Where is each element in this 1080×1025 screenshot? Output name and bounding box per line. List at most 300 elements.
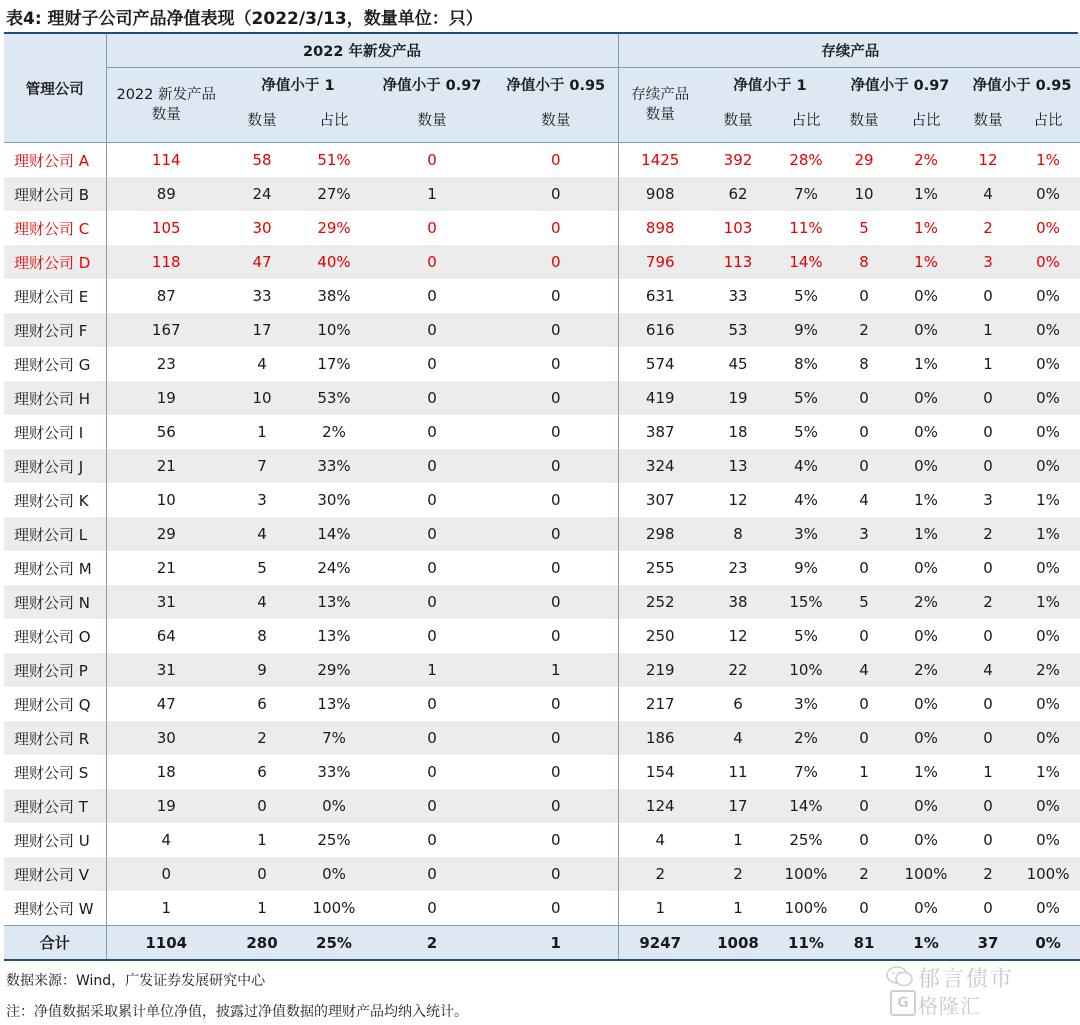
table-cell: 0% <box>890 789 962 823</box>
table-row <box>4 449 1080 483</box>
table-cell: 186 <box>618 721 702 755</box>
table-cell: 0 <box>859 831 869 849</box>
table-cell: 0 <box>962 449 1014 483</box>
table-row <box>4 823 1080 857</box>
table-row <box>4 177 1080 211</box>
table-cell: 1 <box>106 891 226 926</box>
table-cell: 2 <box>962 517 1014 551</box>
table-cell: 3 <box>838 517 890 551</box>
table-cell: 23 <box>106 347 226 381</box>
table-row <box>4 755 1080 789</box>
group-new-products: 2022 年新发产品 <box>106 34 618 68</box>
table-cell: 4 <box>962 653 1014 687</box>
table-cell: 0% <box>1036 355 1060 373</box>
total-cell: 1008 <box>702 926 774 961</box>
total-cell: 37 <box>962 926 1014 961</box>
table-cell: 154 <box>618 755 702 789</box>
table-cell: 0% <box>890 721 962 755</box>
table-cell: 0 <box>859 423 869 441</box>
table-cell: 0 <box>859 627 869 645</box>
table-cell: 0% <box>914 695 938 713</box>
table-cell: 1% <box>914 491 938 509</box>
table-cell: 0 <box>962 789 1014 823</box>
company-name: 理财公司 D <box>4 245 106 279</box>
col-exist-lt097-count: 数量 <box>838 101 890 143</box>
table-cell: 0 <box>550 151 561 169</box>
nav-performance-table <box>4 34 1080 961</box>
table-cell: 25% <box>789 831 823 849</box>
table-cell: 2 <box>962 585 1014 619</box>
table-cell: 1% <box>914 355 938 373</box>
table-cell: 2 <box>983 219 993 237</box>
table-cell: 13% <box>317 627 351 645</box>
table-cell: 7% <box>298 721 370 755</box>
table-cell: 33% <box>298 449 370 483</box>
table-row <box>4 857 1080 891</box>
table-row <box>4 721 1080 755</box>
table-cell: 1% <box>1036 151 1060 169</box>
table-cell: 0 <box>550 627 561 645</box>
table-cell: 12 <box>978 151 998 169</box>
total-cell: 2 <box>370 926 494 961</box>
table-cell: 419 <box>618 381 702 415</box>
table-cell: 0% <box>1014 245 1080 279</box>
table-cell: 0 <box>427 559 437 577</box>
table-cell: 0 <box>983 899 993 917</box>
table-cell: 2% <box>890 653 962 687</box>
existing-nav-lt-097: 净值小于 0.97 <box>838 68 962 102</box>
table-cell: 4 <box>618 823 702 857</box>
table-row <box>4 415 1080 449</box>
table-cell: 9 <box>226 653 298 687</box>
table-cell: 0 <box>427 491 437 509</box>
table-cell: 19 <box>106 381 226 415</box>
table-cell: 0 <box>494 585 618 619</box>
table-row <box>4 585 1080 619</box>
table-row <box>4 381 1080 415</box>
table-cell: 19 <box>702 381 774 415</box>
table-cell: 5% <box>794 287 818 305</box>
table-cell: 22 <box>702 653 774 687</box>
table-cell: 1 <box>257 899 267 917</box>
table-cell: 217 <box>618 687 702 721</box>
table-cell: 1 <box>618 891 702 926</box>
table-row <box>4 789 1080 823</box>
company-name: 理财公司 I <box>14 423 84 442</box>
table-cell: 0 <box>370 449 494 483</box>
table-cell: 250 <box>618 619 702 653</box>
table-cell: 2 <box>838 313 890 347</box>
table-cell: 3 <box>962 245 1014 279</box>
table-cell: 53 <box>702 313 774 347</box>
table-cell: 0% <box>1014 177 1080 211</box>
table-cell: 45 <box>728 355 748 373</box>
table-cell: 13 <box>702 449 774 483</box>
table-header <box>4 34 1080 143</box>
table-cell: 616 <box>618 313 702 347</box>
table-cell: 0% <box>914 831 938 849</box>
table-cell: 0 <box>494 789 618 823</box>
table-row <box>4 551 1080 585</box>
table-cell: 17 <box>226 313 298 347</box>
table-cell: 0 <box>106 857 226 891</box>
table-cell: 10 <box>106 483 226 517</box>
table-cell: 33 <box>252 287 272 305</box>
table-cell: 87 <box>106 279 226 313</box>
table-row <box>4 313 1080 347</box>
col-exist-lt1-ratio: 占比 <box>774 101 838 143</box>
table-cell: 0% <box>1036 559 1060 577</box>
table-cell: 103 <box>723 219 753 237</box>
table-cell: 0 <box>983 627 993 645</box>
table-cell: 30 <box>106 721 226 755</box>
table-title: 表4: 理财子公司产品净值表现（2022/3/13，数量单位：只） <box>6 9 483 29</box>
table-cell: 23 <box>728 559 748 577</box>
table-cell: 5 <box>838 585 890 619</box>
table-cell: 898 <box>618 211 702 245</box>
table-cell: 0 <box>983 831 993 849</box>
table-cell: 10 <box>838 177 890 211</box>
col-new-lt1-ratio: 占比 <box>298 101 370 143</box>
total-cell: 25% <box>298 926 370 961</box>
table-cell: 0% <box>914 287 938 305</box>
total-cell: 1 <box>494 926 618 961</box>
table-cell: 0 <box>859 899 869 917</box>
total-cell: 9247 <box>618 926 702 961</box>
table-cell: 0 <box>427 287 437 305</box>
new-nav-lt-1: 净值小于 1 <box>226 68 370 102</box>
table-cell: 1% <box>1014 517 1080 551</box>
table-cell: 0% <box>1014 721 1080 755</box>
table-cell: 8 <box>859 355 869 373</box>
table-cell: 0% <box>890 313 962 347</box>
table-cell: 58 <box>252 151 272 169</box>
table-cell: 0 <box>550 355 561 373</box>
table-cell: 1% <box>1036 763 1060 781</box>
table-cell: 796 <box>618 245 702 279</box>
table-cell: 0 <box>427 151 437 169</box>
table-cell: 0 <box>370 313 494 347</box>
table-cell: 21 <box>106 551 226 585</box>
table-cell: 0 <box>370 789 494 823</box>
table-cell: 4 <box>106 823 226 857</box>
table-cell: 1 <box>859 763 869 781</box>
table-cell: 1% <box>890 177 962 211</box>
table-cell: 307 <box>618 483 702 517</box>
table-row <box>4 245 1080 279</box>
table-cell: 1425 <box>618 143 702 178</box>
table-cell: 40% <box>298 245 370 279</box>
total-cell: 1% <box>890 926 962 961</box>
table-cell: 0 <box>494 449 618 483</box>
table-cell: 1% <box>914 219 938 237</box>
table-cell: 64 <box>106 619 226 653</box>
table-cell: 29 <box>854 151 874 169</box>
table-cell: 0 <box>838 721 890 755</box>
table-cell: 51% <box>317 151 351 169</box>
col-new-total-line2: 数量 <box>151 107 181 123</box>
table-cell: 0 <box>427 695 437 713</box>
table-cell: 0% <box>914 559 938 577</box>
source-note: 数据来源：Wind，广发证券发展研究中心 <box>6 973 266 989</box>
table-cell: 0 <box>494 245 618 279</box>
table-cell: 0% <box>1014 449 1080 483</box>
table-cell: 4 <box>226 517 298 551</box>
table-body <box>4 143 1080 926</box>
table-cell: 1 <box>733 831 743 849</box>
table-cell: 0 <box>427 899 437 917</box>
table-cell: 100% <box>312 899 356 917</box>
col-existing-total <box>618 68 702 143</box>
table-cell: 29% <box>317 219 351 237</box>
table-cell: 0 <box>226 789 298 823</box>
company-name: 理财公司 V <box>4 857 106 891</box>
table-cell: 0 <box>550 423 561 441</box>
table-cell: 4 <box>702 721 774 755</box>
table-cell: 0 <box>427 627 437 645</box>
table-cell: 11 <box>728 763 748 781</box>
table-cell: 8 <box>838 245 890 279</box>
table-cell: 0 <box>370 585 494 619</box>
table-cell: 7% <box>794 763 818 781</box>
glh-logo-icon: G <box>890 990 916 1016</box>
table-cell: 0% <box>1014 381 1080 415</box>
table-cell: 1 <box>962 313 1014 347</box>
table-row <box>4 517 1080 551</box>
table-cell: 219 <box>618 653 702 687</box>
table-cell: 0% <box>298 789 370 823</box>
table-cell: 252 <box>618 585 702 619</box>
table-cell: 0% <box>1036 627 1060 645</box>
table-cell: 10 <box>226 381 298 415</box>
table-cell: 9% <box>774 313 838 347</box>
table-cell: 8 <box>257 627 267 645</box>
table-cell: 2 <box>226 721 298 755</box>
table-cell: 0 <box>983 695 993 713</box>
company-name: 理财公司 T <box>4 789 106 823</box>
table-cell: 0 <box>427 831 437 849</box>
table-cell: 1 <box>983 763 993 781</box>
table-cell: 2 <box>962 857 1014 891</box>
company-name: 理财公司 R <box>4 721 106 755</box>
table-cell: 9% <box>794 559 818 577</box>
table-cell: 2% <box>890 585 962 619</box>
table-cell: 3% <box>794 695 818 713</box>
table-row <box>4 653 1080 687</box>
table-cell: 0 <box>838 381 890 415</box>
table-cell: 2 <box>838 857 890 891</box>
table-cell: 0 <box>550 899 561 917</box>
table-cell: 0 <box>550 763 561 781</box>
new-nav-lt-095: 净值小于 0.95 <box>494 68 618 102</box>
table-cell: 8% <box>794 355 818 373</box>
table-cell: 15% <box>774 585 838 619</box>
table-cell: 0 <box>550 491 561 509</box>
company-name: 理财公司 B <box>4 177 106 211</box>
table-cell: 0 <box>370 381 494 415</box>
table-cell: 255 <box>618 551 702 585</box>
company-name: 理财公司 C <box>14 219 90 238</box>
table-cell: 0% <box>914 899 938 917</box>
table-cell: 4 <box>859 491 869 509</box>
table-cell: 12 <box>728 491 748 509</box>
table-cell: 0% <box>890 449 962 483</box>
company-name: 理财公司 K <box>14 491 89 510</box>
table-cell: 1 <box>733 899 743 917</box>
table-cell: 3 <box>983 491 993 509</box>
table-cell: 2% <box>774 721 838 755</box>
company-name: 理财公司 H <box>4 381 106 415</box>
table-cell: 1 <box>257 423 267 441</box>
company-name: 理财公司 J <box>4 449 106 483</box>
col-exist-lt1-count: 数量 <box>702 101 774 143</box>
company-name: 理财公司 P <box>4 653 106 687</box>
table-cell: 0% <box>1036 219 1060 237</box>
table-cell: 1% <box>1036 491 1060 509</box>
table-cell: 0% <box>914 423 938 441</box>
table-cell: 5 <box>859 219 869 237</box>
table-cell: 29% <box>298 653 370 687</box>
table-cell: 7 <box>226 449 298 483</box>
table-cell: 118 <box>106 245 226 279</box>
table-cell: 0 <box>370 721 494 755</box>
table-cell: 4 <box>838 653 890 687</box>
table-cell: 2 <box>702 857 774 891</box>
col-new-lt095-count: 数量 <box>494 101 618 143</box>
table-cell: 7% <box>774 177 838 211</box>
col-company: 管理公司 <box>4 34 106 143</box>
total-cell: 0% <box>1014 926 1080 961</box>
table-cell: 0% <box>914 627 938 645</box>
table-cell: 31 <box>106 653 226 687</box>
table-cell: 100% <box>890 857 962 891</box>
table-cell: 0% <box>1036 695 1060 713</box>
table-cell: 2% <box>322 423 346 441</box>
table-cell: 53% <box>298 381 370 415</box>
col-new-total <box>106 68 226 143</box>
table-cell: 24% <box>317 559 351 577</box>
table-cell: 5% <box>774 381 838 415</box>
table-cell: 30 <box>252 219 272 237</box>
col-new-lt1-count: 数量 <box>226 101 298 143</box>
table-cell: 10% <box>298 313 370 347</box>
table-cell: 167 <box>106 313 226 347</box>
table-cell: 38% <box>317 287 351 305</box>
table-cell: 33% <box>317 763 351 781</box>
table-cell: 0 <box>962 381 1014 415</box>
table-cell: 574 <box>618 347 702 381</box>
table-cell: 5% <box>794 627 818 645</box>
company-name: 理财公司 Q <box>14 695 91 714</box>
table-cell: 0 <box>427 423 437 441</box>
table-cell: 0% <box>1036 899 1060 917</box>
table-row <box>4 143 1080 178</box>
watermark-top-text: 郁言债市 <box>918 967 1015 992</box>
table-cell: 89 <box>106 177 226 211</box>
table-cell: 2 <box>618 857 702 891</box>
table-cell: 0 <box>550 695 561 713</box>
table-cell: 21 <box>106 449 226 483</box>
table-cell: 0% <box>298 857 370 891</box>
watermark <box>876 962 1066 1022</box>
table-cell: 0 <box>838 789 890 823</box>
table-cell: 1 <box>370 177 494 211</box>
table-cell: 387 <box>618 415 702 449</box>
table-cell: 0 <box>427 763 437 781</box>
table-cell: 0 <box>494 721 618 755</box>
table-cell: 4% <box>794 491 818 509</box>
company-name: 理财公司 L <box>4 517 106 551</box>
table-cell: 14% <box>298 517 370 551</box>
table-cell: 1% <box>890 245 962 279</box>
table-cell: 114 <box>106 143 226 178</box>
company-name: 理财公司 G <box>14 355 91 374</box>
table-cell: 5% <box>794 423 818 441</box>
table-cell: 38 <box>702 585 774 619</box>
watermark-bottom-text: 格隆汇 <box>918 994 981 1018</box>
total-cell: 1104 <box>106 926 226 961</box>
table-cell: 0 <box>550 219 561 237</box>
table-cell: 0 <box>550 831 561 849</box>
table-cell: 1% <box>1014 585 1080 619</box>
table-row <box>4 619 1080 653</box>
table-cell: 298 <box>618 517 702 551</box>
table-cell: 14% <box>774 789 838 823</box>
table-cell: 0 <box>838 449 890 483</box>
table-row <box>4 211 1080 245</box>
table-cell: 631 <box>618 279 702 313</box>
existing-nav-lt-1: 净值小于 1 <box>702 68 838 102</box>
table-cell: 12 <box>728 627 748 645</box>
company-name: 理财公司 N <box>4 585 106 619</box>
table-cell: 8 <box>702 517 774 551</box>
company-name: 理财公司 U <box>14 831 90 850</box>
col-exist-lt095-count: 数量 <box>962 101 1014 143</box>
table-cell: 1 <box>494 653 618 687</box>
table-cell: 17% <box>317 355 351 373</box>
col-exist-lt097-ratio: 占比 <box>890 101 962 143</box>
table-cell: 0 <box>550 287 561 305</box>
table-cell: 6 <box>257 695 267 713</box>
table-cell: 113 <box>702 245 774 279</box>
table-cell: 0 <box>494 857 618 891</box>
table-cell: 0 <box>983 423 993 441</box>
total-cell: 81 <box>838 926 890 961</box>
table-cell: 0% <box>1036 423 1060 441</box>
table-cell: 4 <box>226 585 298 619</box>
table-cell: 13% <box>298 585 370 619</box>
table-cell: 6 <box>257 763 267 781</box>
total-cell: 11% <box>774 926 838 961</box>
table-cell: 0 <box>550 559 561 577</box>
table-cell: 14% <box>774 245 838 279</box>
table-cell: 0 <box>226 857 298 891</box>
table-cell: 100% <box>774 857 838 891</box>
total-label: 合计 <box>4 926 106 961</box>
table-cell: 13% <box>317 695 351 713</box>
company-name: 理财公司 O <box>14 627 91 646</box>
table-cell: 324 <box>618 449 702 483</box>
wechat-icon <box>886 966 914 988</box>
table-cell: 0% <box>1036 831 1060 849</box>
table-cell: 1% <box>890 517 962 551</box>
table-row <box>4 687 1080 721</box>
table-cell: 0 <box>427 355 437 373</box>
table-cell: 0% <box>1014 313 1080 347</box>
table-cell: 56 <box>106 415 226 449</box>
table-cell: 0 <box>859 559 869 577</box>
table-cell: 6 <box>733 695 743 713</box>
